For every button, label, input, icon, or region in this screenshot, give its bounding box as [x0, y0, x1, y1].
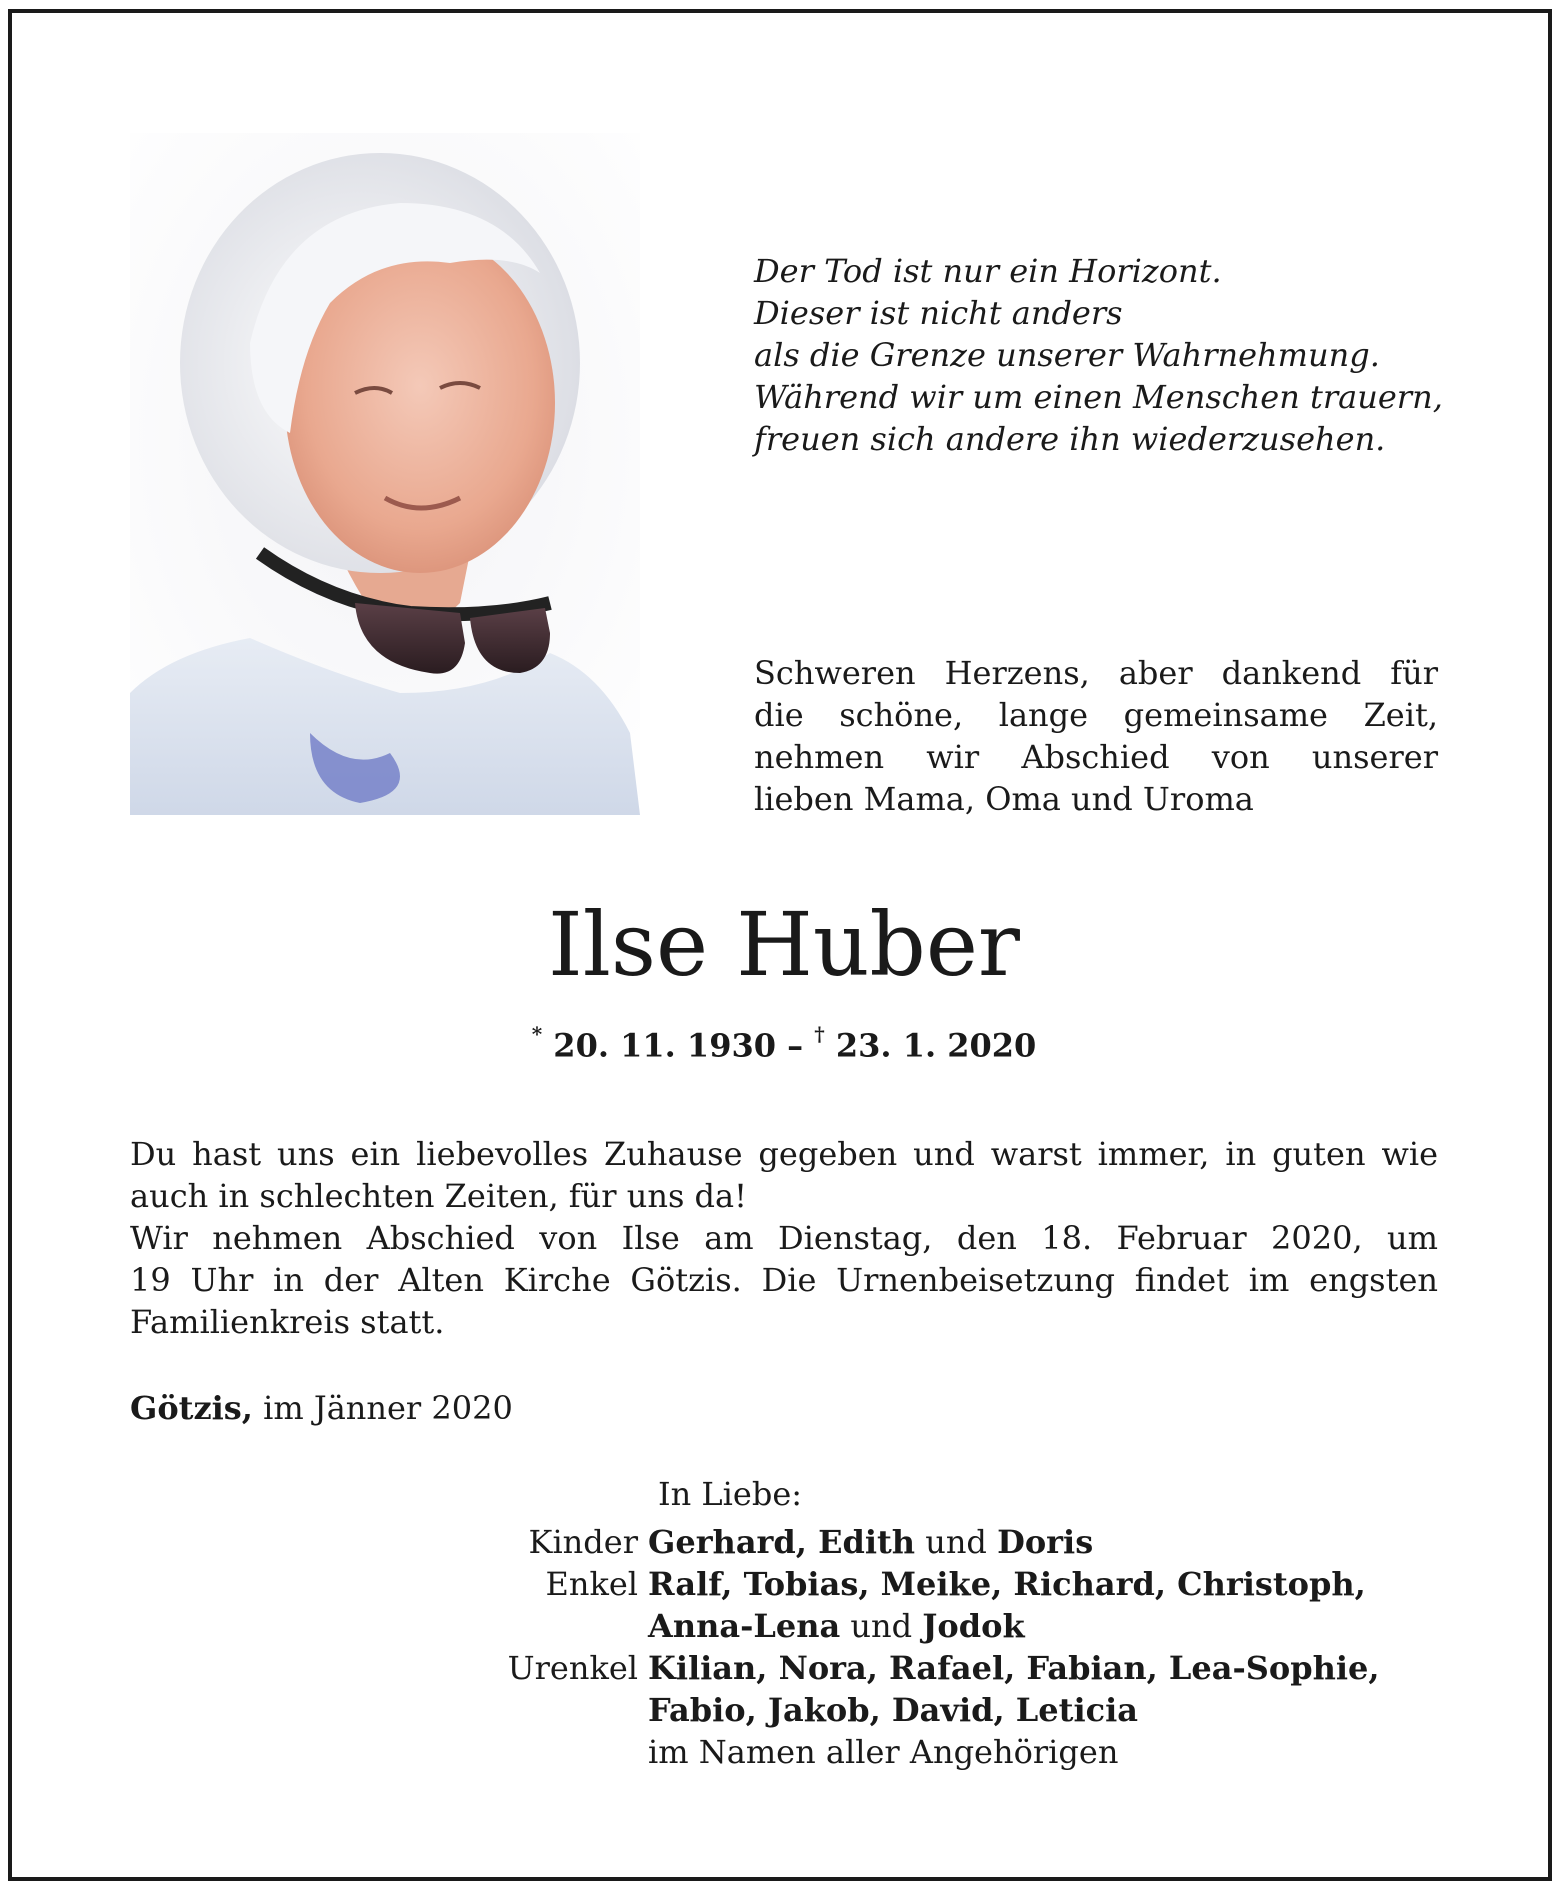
quote-line: Während wir um einen Menschen trauern, — [754, 378, 1443, 416]
children-names: Gerhard, Edith — [648, 1523, 916, 1561]
place-city: Götzis, — [130, 1389, 253, 1427]
family-row-greatgrandchildren — [430, 1647, 1380, 1689]
grandchildren-names: Ralf, Tobias, Meike, Richard, Christoph, — [648, 1565, 1366, 1603]
greatgrandchildren-names-2: Fabio, Jakob, David, Leticia — [648, 1691, 1138, 1729]
grandchildren-names-2: Anna-Lena — [648, 1607, 841, 1645]
birth-date: 20. 11. 1930 — [553, 1026, 776, 1065]
children-last: Doris — [997, 1523, 1094, 1561]
place-date: im Jänner 2020 — [263, 1389, 513, 1427]
children-label: Kinder — [528, 1523, 638, 1561]
family-list — [430, 1521, 1380, 1773]
intro-line: lieben Mama, Oma und Uroma — [754, 780, 1254, 818]
quote-block — [754, 250, 1454, 460]
family-row-grandchildren — [430, 1563, 1380, 1605]
quote-line: Der Tod ist nur ein Horizont. — [754, 252, 1222, 290]
family-row-greatgrandchildren-cont — [430, 1689, 1380, 1731]
signature-heading: In Liebe: — [658, 1475, 803, 1513]
grandchildren-and: und — [850, 1607, 913, 1645]
quote-line: freuen sich andere ihn wiederzusehen. — [754, 420, 1386, 458]
life-dates — [0, 1018, 1568, 1066]
body-line: Du hast uns ein liebevolles Zuhause gegeben und warst immer, in guten wie — [130, 1135, 1438, 1173]
intro-line: die schöne, lange gemeinsame Zeit, — [754, 696, 1438, 734]
portrait-photo — [130, 133, 640, 815]
deceased-name: Ilse Huber — [547, 893, 1020, 996]
intro-line: Schweren Herzens, aber dankend für — [754, 654, 1438, 692]
greatgrandchildren-names: Kilian, Nora, Rafael, Fabian, Lea-Sophie, — [648, 1649, 1380, 1687]
grandchildren-last: Jodok — [922, 1607, 1025, 1645]
death-symbol: † — [814, 1022, 825, 1046]
birth-symbol: * — [531, 1022, 543, 1046]
family-row-grandchildren-cont — [430, 1605, 1380, 1647]
family-row-closing — [430, 1731, 1380, 1773]
body-line: Familienkreis statt. — [130, 1303, 445, 1341]
death-date: 23. 1. 2020 — [835, 1026, 1037, 1065]
body-paragraph — [130, 1133, 1438, 1343]
intro-paragraph — [754, 652, 1438, 820]
body-line: Wir nehmen Abschied von Ilse am Dienstag, den 18. Februar 2020, um — [130, 1219, 1438, 1257]
grandchildren-label: Enkel — [545, 1565, 638, 1603]
intro-line: nehmen wir Abschied von unserer — [754, 738, 1438, 776]
greatgrandchildren-label: Urenkel — [507, 1649, 638, 1687]
quote-line: als die Grenze unserer Wahrnehmung. — [754, 336, 1380, 374]
date-separator: – — [787, 1026, 804, 1065]
children-and: und — [925, 1523, 987, 1561]
place-and-date — [130, 1387, 513, 1429]
signature-closing: im Namen aller Angehörigen — [648, 1733, 1119, 1771]
body-line: 19 Uhr in der Alten Kirche Götzis. Die Urnenbeisetzung findet im engsten — [130, 1261, 1438, 1299]
family-row-children — [430, 1521, 1380, 1563]
body-line: auch in schlechten Zeiten, für uns da! — [130, 1177, 747, 1215]
portrait-photo-icon — [130, 133, 640, 815]
quote-line: Dieser ist nicht anders — [754, 294, 1123, 332]
